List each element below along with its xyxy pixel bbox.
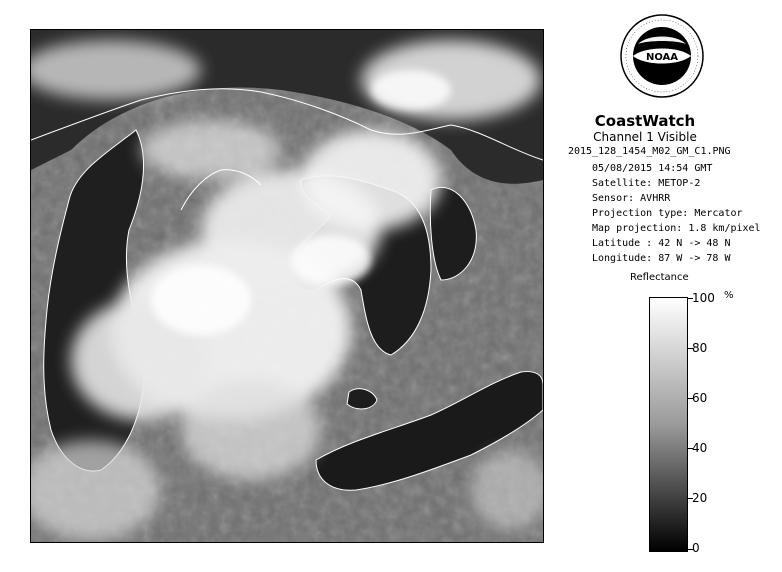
sensor-text: Sensor: AVHRR — [592, 193, 671, 204]
legend-title: Reflectance — [630, 272, 689, 283]
app-title: CoastWatch — [594, 112, 696, 130]
tick-label-100: 100 — [692, 291, 715, 305]
longitude-text: Longitude: 87 W -> 78 W — [592, 253, 731, 264]
map-projection-text: Map projection: 1.8 km/pixel — [592, 223, 761, 234]
info-panel — [560, 0, 782, 572]
file-name: 2015_128_1454_M02_GM_C1.PNG — [568, 146, 731, 157]
tick-label-40: 40 — [692, 441, 708, 455]
datetime-text: 05/08/2015 14:54 GMT — [592, 163, 713, 174]
tick-label-0: 0 — [692, 541, 700, 555]
reflectance-scale-bar — [649, 297, 688, 552]
map-canvas — [31, 30, 543, 542]
tick-label-60: 60 — [692, 391, 708, 405]
satellite-text: Satellite: METOP-2 — [592, 178, 701, 189]
tick-label-80: 80 — [692, 341, 708, 355]
channel-subtitle: Channel 1 Visible — [593, 130, 697, 144]
projection-text: Projection type: Mercator — [592, 208, 743, 219]
noaa-logo — [620, 14, 704, 98]
legend-unit: % — [724, 290, 734, 301]
noaa-logo-text: NOAA — [645, 52, 679, 63]
latitude-text: Latitude : 42 N -> 48 N — [592, 238, 731, 249]
satellite-map[interactable] — [30, 29, 544, 543]
tick-label-20: 20 — [692, 491, 708, 505]
